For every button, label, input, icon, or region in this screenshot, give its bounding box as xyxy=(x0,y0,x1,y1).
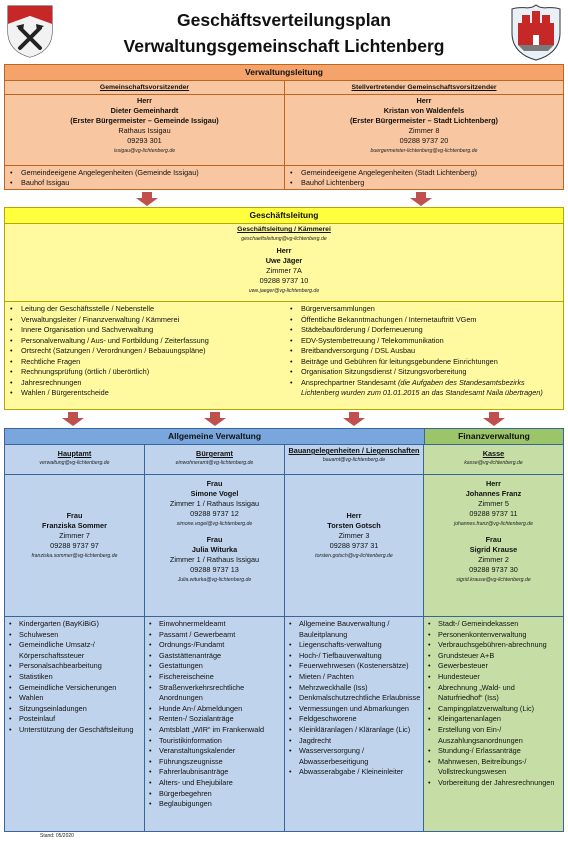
department-name: Kasse xyxy=(482,449,505,458)
list-item: • Alters- und Ehejubilare xyxy=(145,778,284,789)
task-list xyxy=(145,619,284,810)
list-item: • Personenkontenverwaltung xyxy=(424,630,563,641)
down-arrow-icon xyxy=(62,412,84,426)
person-room: Zimmer 7 xyxy=(59,531,90,540)
task-list xyxy=(5,619,144,736)
list-item: • Denkmalschutzrechtliche Erlaubnisse xyxy=(285,693,423,704)
list-item: • Leitung der Geschäftsstelle / Nebenstelle xyxy=(5,304,285,315)
department-name: Bürgeramt xyxy=(196,449,233,458)
verwaltungsleitung-heading: Verwaltungsleitung xyxy=(5,65,563,81)
person-phone: 09288 9737 10 xyxy=(259,276,309,285)
list-item: • Bauhof Lichtenberg xyxy=(285,178,563,188)
list-item: • Stundung-/ Erlassanträge xyxy=(424,746,563,757)
list-item: • Städtebauförderung / Dorferneuerung xyxy=(285,325,563,336)
list-item: • Renten-/ Sozialanträge xyxy=(145,714,284,725)
person-phone: 09288 9737 13 xyxy=(190,565,239,574)
list-item: • Hoch-/ Tiefbauverwaltung xyxy=(285,651,423,662)
list-item: • Gaststättenanträge xyxy=(145,651,284,662)
list-item: • Führungszeugnisse xyxy=(145,757,284,768)
person-name: Johannes Franz xyxy=(465,489,522,498)
person-name: Simone Vogel xyxy=(190,489,239,498)
person-gemeinhardt xyxy=(5,95,284,156)
geschaeftsleitung-tasks-right xyxy=(285,303,563,399)
person-email-link[interactable]: franziska.sommer@vg-lichtenberg.de xyxy=(31,553,118,559)
person-phone: 09288 9737 11 xyxy=(469,509,518,518)
list-item: • Campingplatzverwaltung (Lic) xyxy=(424,704,563,715)
list-item: • Jahresrechnungen xyxy=(5,378,285,389)
kaemmerei-heading: Geschäftsleitung / Kämmerei xyxy=(237,226,331,233)
down-arrow-icon xyxy=(483,412,505,426)
list-item: • Bürgerbegehren xyxy=(145,789,284,800)
list-item: • Feuerwehrwesen (Kostenersätze) xyxy=(285,661,423,672)
person-name: Sigrid Krause xyxy=(469,545,518,554)
crest-issigau-icon xyxy=(6,4,54,58)
gemeinschaftsvorsitzender-section xyxy=(5,81,285,189)
person-role: (Erster Bürgermeister – Stadt Lichtenberg) xyxy=(349,116,498,125)
list-item: • Feldgeschworene xyxy=(285,714,423,725)
standesamt-note: (die Aufgaben des Standesamtsbezirks Lichtenberg wurden zum 01.01.2015 an das Standesamt Naila übertragen) xyxy=(301,377,543,397)
person-email-link[interactable]: issigau@vg-lichtenberg.de xyxy=(113,148,176,154)
person-email-link[interactable]: Julia.witurka@vg-lichtenberg.de xyxy=(177,577,252,583)
down-arrow-icon xyxy=(343,412,365,426)
salutation: Herr xyxy=(416,96,432,105)
list-item: • Wasserversorgung / Abwasserbeseitigung xyxy=(285,746,423,767)
down-arrow-icon xyxy=(136,192,158,206)
department-email-link[interactable]: bauamt@vg-lichtenberg.de xyxy=(322,457,386,463)
list-item: • Sitzungseinladungen xyxy=(5,704,144,715)
salutation: Frau xyxy=(206,535,223,544)
list-item: • Gemeindliche Umsatz-/ Körperschaftssteuer xyxy=(5,640,144,661)
list-item: • Jagdrecht xyxy=(285,736,423,747)
person-role: (Erster Bürgermeister – Gemeinde Issigau) xyxy=(70,116,219,125)
person-phone: 09288 9737 31 xyxy=(329,541,379,550)
list-item: • Verwaltungsleiter / Finanzverwaltung / Kämmerei xyxy=(5,315,285,326)
buergeramt-people xyxy=(145,475,284,617)
list-item: • Fahrerlaubnisanträge xyxy=(145,767,284,778)
list-item: • Liegenschafts-verwaltung xyxy=(285,640,423,651)
list-item: • Vorbereitung der Jahresrechnungen xyxy=(424,778,563,789)
salutation: Frau xyxy=(206,479,223,488)
list-item: • Mieten / Pachten xyxy=(285,672,423,683)
salutation: Herr xyxy=(136,96,152,105)
list-item: • Kindergarten (BayKiBiG) xyxy=(5,619,144,630)
finanzverwaltung-heading: Finanzverwaltung xyxy=(424,429,563,445)
person-room: Zimmer 2 xyxy=(478,555,509,564)
person-email-link[interactable]: torsten.gotsch@vg-lichtenberg.de xyxy=(315,553,393,559)
person-krause xyxy=(424,535,563,585)
salutation: Herr xyxy=(346,511,362,520)
list-item xyxy=(285,378,563,399)
list-item: • Fischereischeine xyxy=(145,672,284,683)
list-item: • EDV-Systembetreuung / Telekommunikation xyxy=(285,336,563,347)
list-item: • Kleinkläranlagen / Kläranlage (Lic) xyxy=(285,725,423,736)
geschaeftsleitung-person-section xyxy=(5,224,563,302)
list-item: • Organisation Sitzungsdienst / Sitzungsvorbereitung xyxy=(285,367,563,378)
person-name: Dieter Gemeinhardt xyxy=(110,106,179,115)
kaemmerei-email-link[interactable]: geschaeftsleitung@vg-lichtenberg.de xyxy=(241,236,327,242)
list-item: • Amtsblatt „WIR“ im Frankenwald xyxy=(145,725,284,736)
standesamt-label: Ansprechpartner Standesamt xyxy=(301,377,396,387)
list-item: • Stadt-/ Gemeindekassen xyxy=(424,619,563,630)
person-room: Zimmer 5 xyxy=(478,499,509,508)
down-arrow-icon xyxy=(204,412,226,426)
task-list xyxy=(285,619,423,778)
person-email-link[interactable]: sigrid.krause@vg-lichtenberg.de xyxy=(456,577,531,583)
list-item: • Gestattungen xyxy=(145,661,284,672)
person-room: Zimmer 7A xyxy=(266,266,302,275)
person-name: Torsten Gotsch xyxy=(327,521,381,530)
task-list xyxy=(285,165,563,188)
list-item: • Personalverwaltung / Aus- und Fortbildung / Zeiterfassung xyxy=(5,336,285,347)
hauptamt-column xyxy=(5,429,145,831)
list-item: • Hundesteuer xyxy=(424,672,563,683)
list-item: • Veranstaltungskalender xyxy=(145,746,284,757)
list-item: • Grundsteuer A+B xyxy=(424,651,563,662)
list-item: • Straßenverkehrsrechtliche Anordnungen xyxy=(145,683,284,704)
salutation: Herr xyxy=(485,479,501,488)
list-item: • Gemeindliche Versicherungen xyxy=(5,683,144,694)
person-email-link[interactable]: johannes.franz@vg-lichtenberg.de xyxy=(453,521,534,527)
stellvertreter-section xyxy=(285,81,563,189)
person-phone: 09288 9737 30 xyxy=(469,565,518,574)
list-item: • Erstellung von Ein-/ Auszahlungsanordnungen xyxy=(424,725,563,746)
list-item: • Mahnwesen, Beitreibungs-/ Vollstreckungswesen xyxy=(424,757,563,778)
person-phone: 09288 9737 20 xyxy=(399,136,449,145)
person-franz xyxy=(424,479,563,529)
list-item: • Hunde An-/ Abmeldungen xyxy=(145,704,284,715)
person-waldenfels xyxy=(285,95,563,156)
person-phone: 09288 9737 97 xyxy=(50,541,99,550)
list-item: • Posteinlauf xyxy=(5,714,144,725)
list-item: • Unterstützung der Geschäftsleitung xyxy=(5,725,144,736)
list-item: • Rechnungsprüfung (örtlich / überörtlich) xyxy=(5,367,285,378)
list-item: • Kleingartenanlagen xyxy=(424,714,563,725)
list-item: • Gemeindeeigene Angelegenheiten (Stadt Lichtenberg) xyxy=(285,168,563,178)
list-item: • Beiträge und Gebühren für leitungsgebundene Einrichtungen xyxy=(285,357,563,368)
person-name: Uwe Jäger xyxy=(265,256,303,265)
list-item: • Vermessungen und Abmarkungen xyxy=(285,704,423,715)
person-room: Zimmer 3 xyxy=(338,531,370,540)
list-item: • Statistiken xyxy=(5,672,144,683)
person-phone: 09293 301 xyxy=(127,136,162,145)
person-room: Zimmer 1 / Rathaus Issigau xyxy=(169,555,260,564)
stellvertreter-heading: Stellvertretender Gemeinschaftsvorsitzender xyxy=(351,84,497,91)
task-list xyxy=(424,619,563,789)
crest-lichtenberg-icon xyxy=(508,3,564,61)
list-item: • Schulwesen xyxy=(5,630,144,641)
list-item: • Ortsrecht (Satzungen / Verordnungen / Bebauungspläne) xyxy=(5,346,285,357)
person-room: Zimmer 8 xyxy=(408,126,440,135)
person-email-link[interactable]: simone.vogel@vg-lichtenberg.de xyxy=(176,521,253,527)
geschaeftsleitung-tasks-left xyxy=(5,303,285,399)
person-room: Rathaus Issigau xyxy=(118,126,171,135)
person-name: Franziska Sommer xyxy=(42,521,107,530)
page-subtitle: Verwaltungsgemeinschaft Lichtenberg xyxy=(123,36,445,56)
list-item: • Wahlen xyxy=(5,693,144,704)
list-item: • Personalsachbearbeitung xyxy=(5,661,144,672)
departments-box xyxy=(4,428,564,832)
list-item: • Gemeindeeigene Angelegenheiten (Gemeinde Issigau) xyxy=(5,168,284,178)
person-sommer xyxy=(5,475,144,617)
stand-date: Stand: 05/2020 xyxy=(40,833,74,839)
list-item: • Innere Organisation und Sachverwaltung xyxy=(5,325,285,336)
list-item: • Abwasserabgabe / Kleineinleiter xyxy=(285,767,423,778)
department-email-link[interactable]: einwohneramt@vg-lichtenberg.de xyxy=(175,460,254,466)
person-gotsch xyxy=(285,475,423,617)
salutation: Herr xyxy=(276,246,292,255)
list-item: • Wahlen / Bürgerentscheide xyxy=(5,388,285,399)
list-item: • Mehrzweckhalle (Iss) xyxy=(285,683,423,694)
person-vogel xyxy=(145,479,284,529)
person-jaeger xyxy=(5,243,563,296)
kasse-people xyxy=(424,475,563,617)
salutation: Frau xyxy=(66,511,83,520)
person-name: Kristan von Waldenfels xyxy=(383,106,465,115)
person-phone: 09288 9737 12 xyxy=(190,509,239,518)
list-item: • Gewerbesteuer xyxy=(424,661,563,672)
list-item: • Touristikinformation xyxy=(145,736,284,747)
geschaeftsleitung-heading: Geschäftsleitung xyxy=(5,208,563,224)
person-witurka xyxy=(145,535,284,585)
buergeramt-column xyxy=(145,429,285,831)
task-list xyxy=(5,165,284,188)
salutation: Frau xyxy=(485,535,502,544)
person-email-link[interactable]: uwe.jaeger@vg-lichtenberg.de xyxy=(248,288,320,294)
list-item: • Allgemeine Bauverwaltung / Bauleitplanung xyxy=(285,619,423,640)
list-item: • Abrechnung „Wald- und Naturfriedhof“ (Iss) xyxy=(424,683,563,704)
person-name: Julia Witurka xyxy=(191,545,238,554)
list-item: • Bürgerversammlungen xyxy=(285,304,563,315)
geschaeftsleitung-box xyxy=(4,207,564,410)
department-name: Hauptamt xyxy=(57,449,92,458)
page-title: Geschäftsverteilungsplan xyxy=(177,10,391,30)
kasse-column xyxy=(424,429,563,831)
department-email-link[interactable]: verwaltung@vg-lichtenberg.de xyxy=(39,460,110,466)
gemeinschaftsvorsitzender-heading: Gemeinschaftsvorsitzender xyxy=(99,84,190,91)
list-item: • Öffentliche Bekanntmachungen / Internetauftritt VGem xyxy=(285,315,563,326)
list-item: • Bauhof Issigau xyxy=(5,178,284,188)
person-email-link[interactable]: buergermeister-lichtenberg@vg-lichtenberg.de xyxy=(370,148,478,154)
list-item: • Beglaubigungen xyxy=(145,799,284,810)
list-item: • Verbrauchsgebühren-abrechnung xyxy=(424,640,563,651)
down-arrow-icon xyxy=(410,192,432,206)
list-item: • Rechtliche Fragen xyxy=(5,357,285,368)
list-item: • Passamt / Gewerbeamt xyxy=(145,630,284,641)
list-item: • Ordnungs-/Fundamt xyxy=(145,640,284,651)
department-name: Bauangelegenheiten / Liegenschaften xyxy=(288,446,420,455)
bauamt-column xyxy=(285,429,424,831)
person-room: Zimmer 1 / Rathaus Issigau xyxy=(169,499,260,508)
list-item: • Einwohnermeldeamt xyxy=(145,619,284,630)
list-item: • Breitbandversorgung / DSL Ausbau xyxy=(285,346,563,357)
allgemeine-verwaltung-heading: Allgemeine Verwaltung xyxy=(5,429,424,445)
verwaltungsleitung-box xyxy=(4,64,564,190)
department-email-link[interactable]: kasse@vg-lichtenberg.de xyxy=(464,460,523,466)
